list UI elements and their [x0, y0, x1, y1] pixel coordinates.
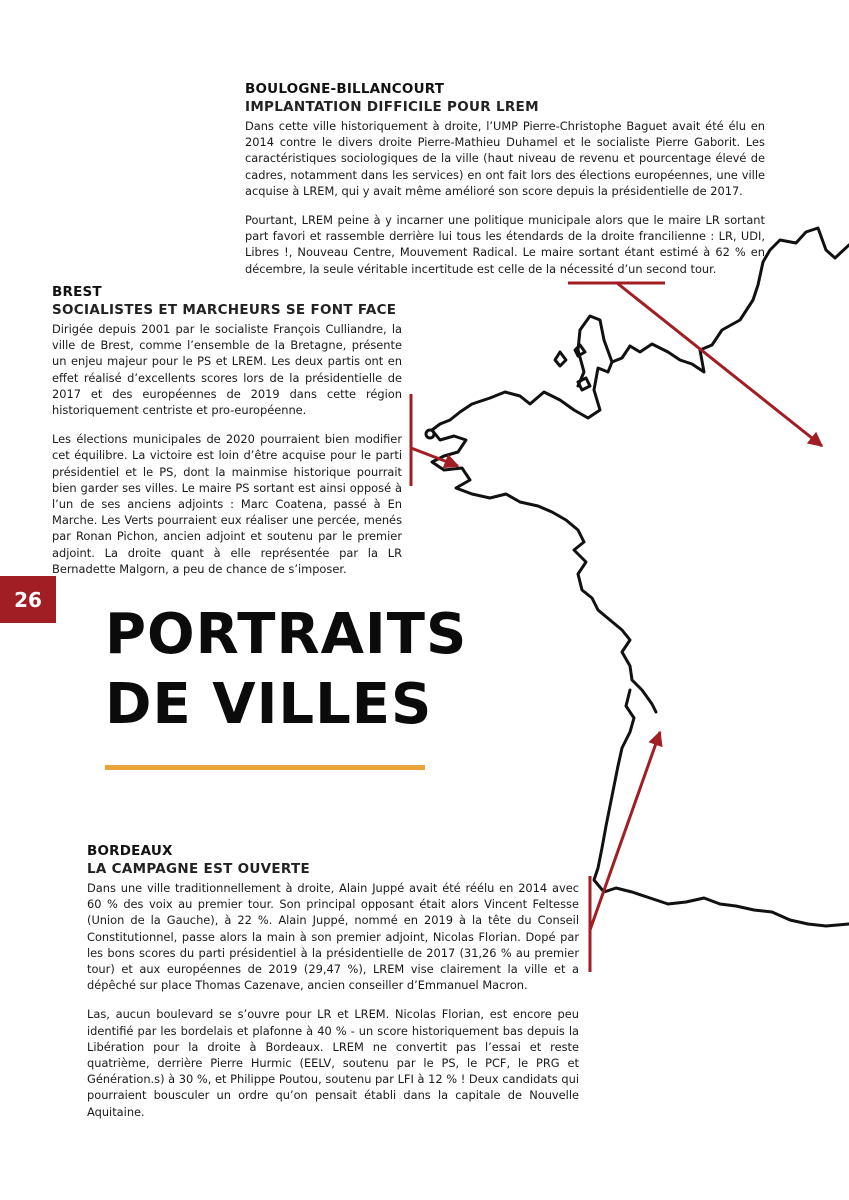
- channel-island-2: [575, 345, 585, 356]
- boulogne-article: [245, 80, 765, 290]
- brest-paragraph-1: Dirigée depuis 2001 par le socialiste François Culliandre, la ville de Brest, comme l’ensemble de la Bretagne, présente un enjeu majeur pour le PS et LREM. Les deux partis ont en effet réalisé d’excellents scores lors de la présidentielle de 2017 et des européennes de 2019 dans cette région historiquement centriste et pro-européenne.: [52, 322, 402, 418]
- page-number-badge: 26: [0, 576, 56, 623]
- brest-subtitle: SOCIALISTES ET MARCHEURS SE FONT FACE: [52, 302, 397, 318]
- bordeaux-city-heading: BORDEAUX: [87, 843, 173, 859]
- bordeaux-subtitle: LA CAMPAGNE EST OUVERTE: [87, 861, 311, 877]
- page-title-line-1: PORTRAITS: [105, 602, 468, 667]
- boulogne-city-heading: BOULOGNE-BILLANCOURT: [245, 81, 445, 97]
- bordeaux-pointer-arrow: [590, 732, 660, 930]
- bordeaux-article: [87, 842, 579, 1133]
- boulogne-paragraph-1: Dans cette ville historiquement à droite, l’UMP Pierre-Christophe Baguet avait été élu en 2014 contre le divers droite Pierre-Mathieu Duhamel et le socialiste Pierre Gaborit. Les caractéristiques sociologiques de la ville (haut niveau de revenu et pourcentage élevé de cadres, notamment dans les services) en ont fait lors des élections européennes, une ville acquise à LREM, qui y avait même amélioré son score depuis la présidentielle de 2017.: [245, 119, 765, 198]
- boulogne-paragraph-2: Pourtant, LREM peine à y incarner une politique municipale alors que le maire LR sortant part favori et rassemble derrière lui tous les étendards de la droite francilienne : LR, UDI, Libres !, Nouveau Centre, Mouvement Radical. Le maire sortant étant estimé à 62 % en décembre, la seule véritable incertitude est celle de la nécessité d’un second tour.: [245, 213, 765, 276]
- island-ushant: [426, 430, 434, 438]
- island-small: [578, 378, 590, 390]
- channel-islands: [555, 352, 566, 366]
- brest-article: [52, 283, 402, 590]
- bordeaux-paragraph-1: Dans une ville traditionnellement à droite, Alain Juppé avait été réélu en 2014 avec 60 % des voix au premier tour. Son principal opposant était alors Vincent Feltesse (Union de la Gauche), à 22 %. Alain Juppé, nommé en 2019 à la tête du Conseil Constitutionnel, passe alors la main à son premier adjoint, Nicolas Florian. Dopé par les bons scores du parti présidentiel à la présidentielle de 2017 (31,26 % au premier tour) et aux européennes de 2019 (29,47 %), LREM vise clairement la ville et a dépêché sur place Thomas Cazenave, ancien conseiller d’Emmanuel Macron.: [87, 881, 579, 993]
- boulogne-subtitle: IMPLANTATION DIFFICILE POUR LREM: [245, 99, 539, 115]
- page-title-line-2: DE VILLES: [105, 672, 433, 737]
- title-underline: [105, 765, 425, 770]
- brest-paragraph-2: Les élections municipales de 2020 pourraient bien modifier cet équilibre. La victoire est loin d’être acquise pour le parti présidentiel et le PS, dont la mainmise historique pourrait bien garder ses villes. Le maire PS sortant est ainsi opposé à l’un de ses anciens adjoints : Marc Coatena, passé à En Marche. Les Verts pourraient eux réaliser une percée, menés par Ronan Pichon, ancien adjoint et soutenu par le premier adjoint. La droite quant à elle représentée par la LR Bernadette Malgorn, a peu de chance de s’imposer.: [52, 432, 402, 576]
- brest-city-heading: BREST: [52, 284, 102, 300]
- boulogne-pointer-arrow: [617, 283, 822, 446]
- page-title: [105, 600, 467, 740]
- bordeaux-paragraph-2: Las, aucun boulevard se s’ouvre pour LR et LREM. Nicolas Florian, est encore peu identifié par les bordelais et plafonne à 40 % - un score historiquement bas depuis la Libération pour la droite à Bordeaux. LREM ne convertit pas l’essai et reste quatrième, derrière Pierre Hurmic (EELV, soutenu par le PS, le PCF, le PRG et Génération.s) à 30 %, et Philippe Poutou, soutenu par LFI à 12 % ! Deux candidats qui pourraient bousculer un ordre qu’on pensait établi dans la capitale de Nouvelle Aquitaine.: [87, 1007, 579, 1119]
